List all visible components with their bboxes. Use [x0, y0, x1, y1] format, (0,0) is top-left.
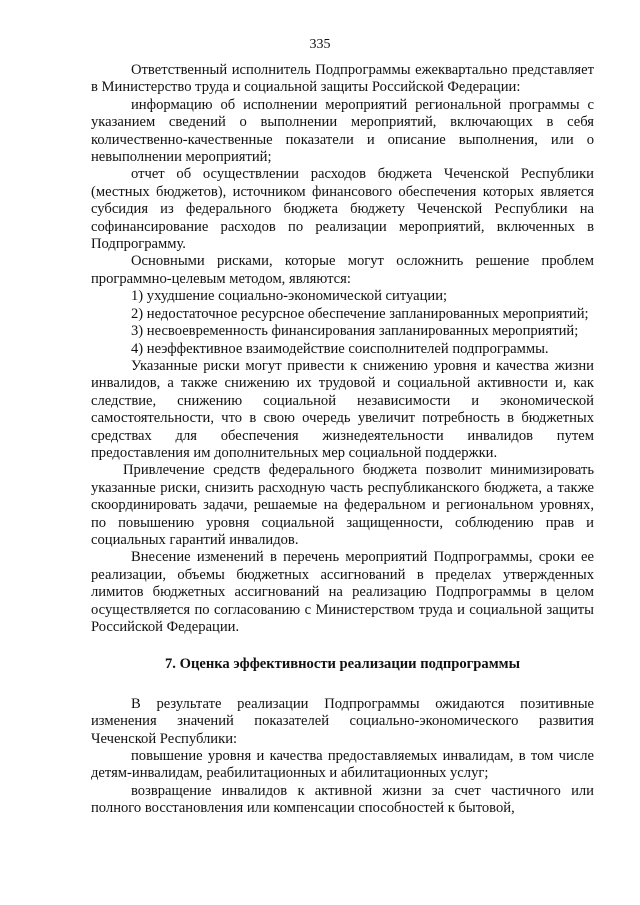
- paragraph-service-quality: повышение уровня и качества предоставляемых инвалидам, в том числе детям-инвалидам, реабилитационных и абилитационных услуг;: [91, 748, 594, 782]
- list-item-risk-2: 2) недостаточное ресурсное обеспечение запланированных мероприятий;: [131, 305, 589, 322]
- paragraph-federal-funding: Привлечение средств федерального бюджета позволит минимизировать указанные риски, снизить расходную часть республиканского бюджета, а также скоординировать задачи, решаемые на федеральном и региональном уровнях, по повышению уровня социальной защищенности, соблюдению прав и социальных гарантий инвалидов.: [91, 462, 594, 548]
- list-item-risk-3: 3) несвоевременность финансирования запланированных мероприятий;: [131, 323, 579, 340]
- paragraph-reporting-info: информацию об исполнении мероприятий региональной программы с указанием сведений о выполнении мероприятий, включающих в себя количественно-качественные показатели и описание выполнения, или о невыполнении мероприятий;: [91, 96, 594, 166]
- paragraph-risks-intro: Основными рисками, которые могут осложнить решение проблем программно-целевым методом, являются:: [91, 253, 594, 287]
- list-item-risk-4: 4) неэффективное взаимодействие соисполнителей подпрограммы.: [131, 340, 549, 357]
- paragraph-expected-results: В результате реализации Подпрограммы ожидаются позитивные изменения значений показателей социально-экономического развития Чеченской Республики:: [91, 695, 594, 747]
- paragraph-risks-consequences: Указанные риски могут привести к снижению уровня и качества жизни инвалидов, а также снижению их трудовой и социальной активности и, как следствие, снижению социальной независимости и экономической самостоятельности, что в свою очередь увеличит потребность в бюджетных средствах для обеспечения жизнедеятельности инвалидов путем предоставления им дополнительных мер социальной поддержки.: [91, 357, 594, 461]
- section-heading: 7. Оценка эффективности реализации подпрограммы: [165, 656, 520, 673]
- list-item-risk-1: 1) ухудшение социально-экономической ситуации;: [131, 288, 448, 305]
- paragraph-active-life: возвращение инвалидов к активной жизни за счет частичного или полного восстановления или компенсации способностей к бытовой,: [91, 782, 594, 817]
- paragraph-reporting-intro: Ответственный исполнитель Подпрограммы ежеквартально представляет в Министерство труда и социальной защиты Российской Федерации:: [91, 62, 594, 96]
- page-number: 335: [309, 37, 331, 52]
- paragraph-reporting-expenses: отчет об осуществлении расходов бюджета Чеченской Республики (местных бюджетов), источником финансового обеспечения которых является субсидия из федерального бюджета бюджету Чеченской Республики на софинансирование расходов по реализации мероприятий, включенных в Подпрограмму.: [91, 166, 594, 253]
- paragraph-changes-procedure: Внесение изменений в перечень мероприятий Подпрограммы, сроки ее реализации, объемы бюджетных ассигнований в пределах утвержденных лимитов бюджетных ассигнований на реализацию Подпрограммы в целом осуществляется по согласованию с Министерством труда и социальной защиты Российской Федерации.: [91, 549, 594, 635]
- document-body: [91, 62, 594, 818]
